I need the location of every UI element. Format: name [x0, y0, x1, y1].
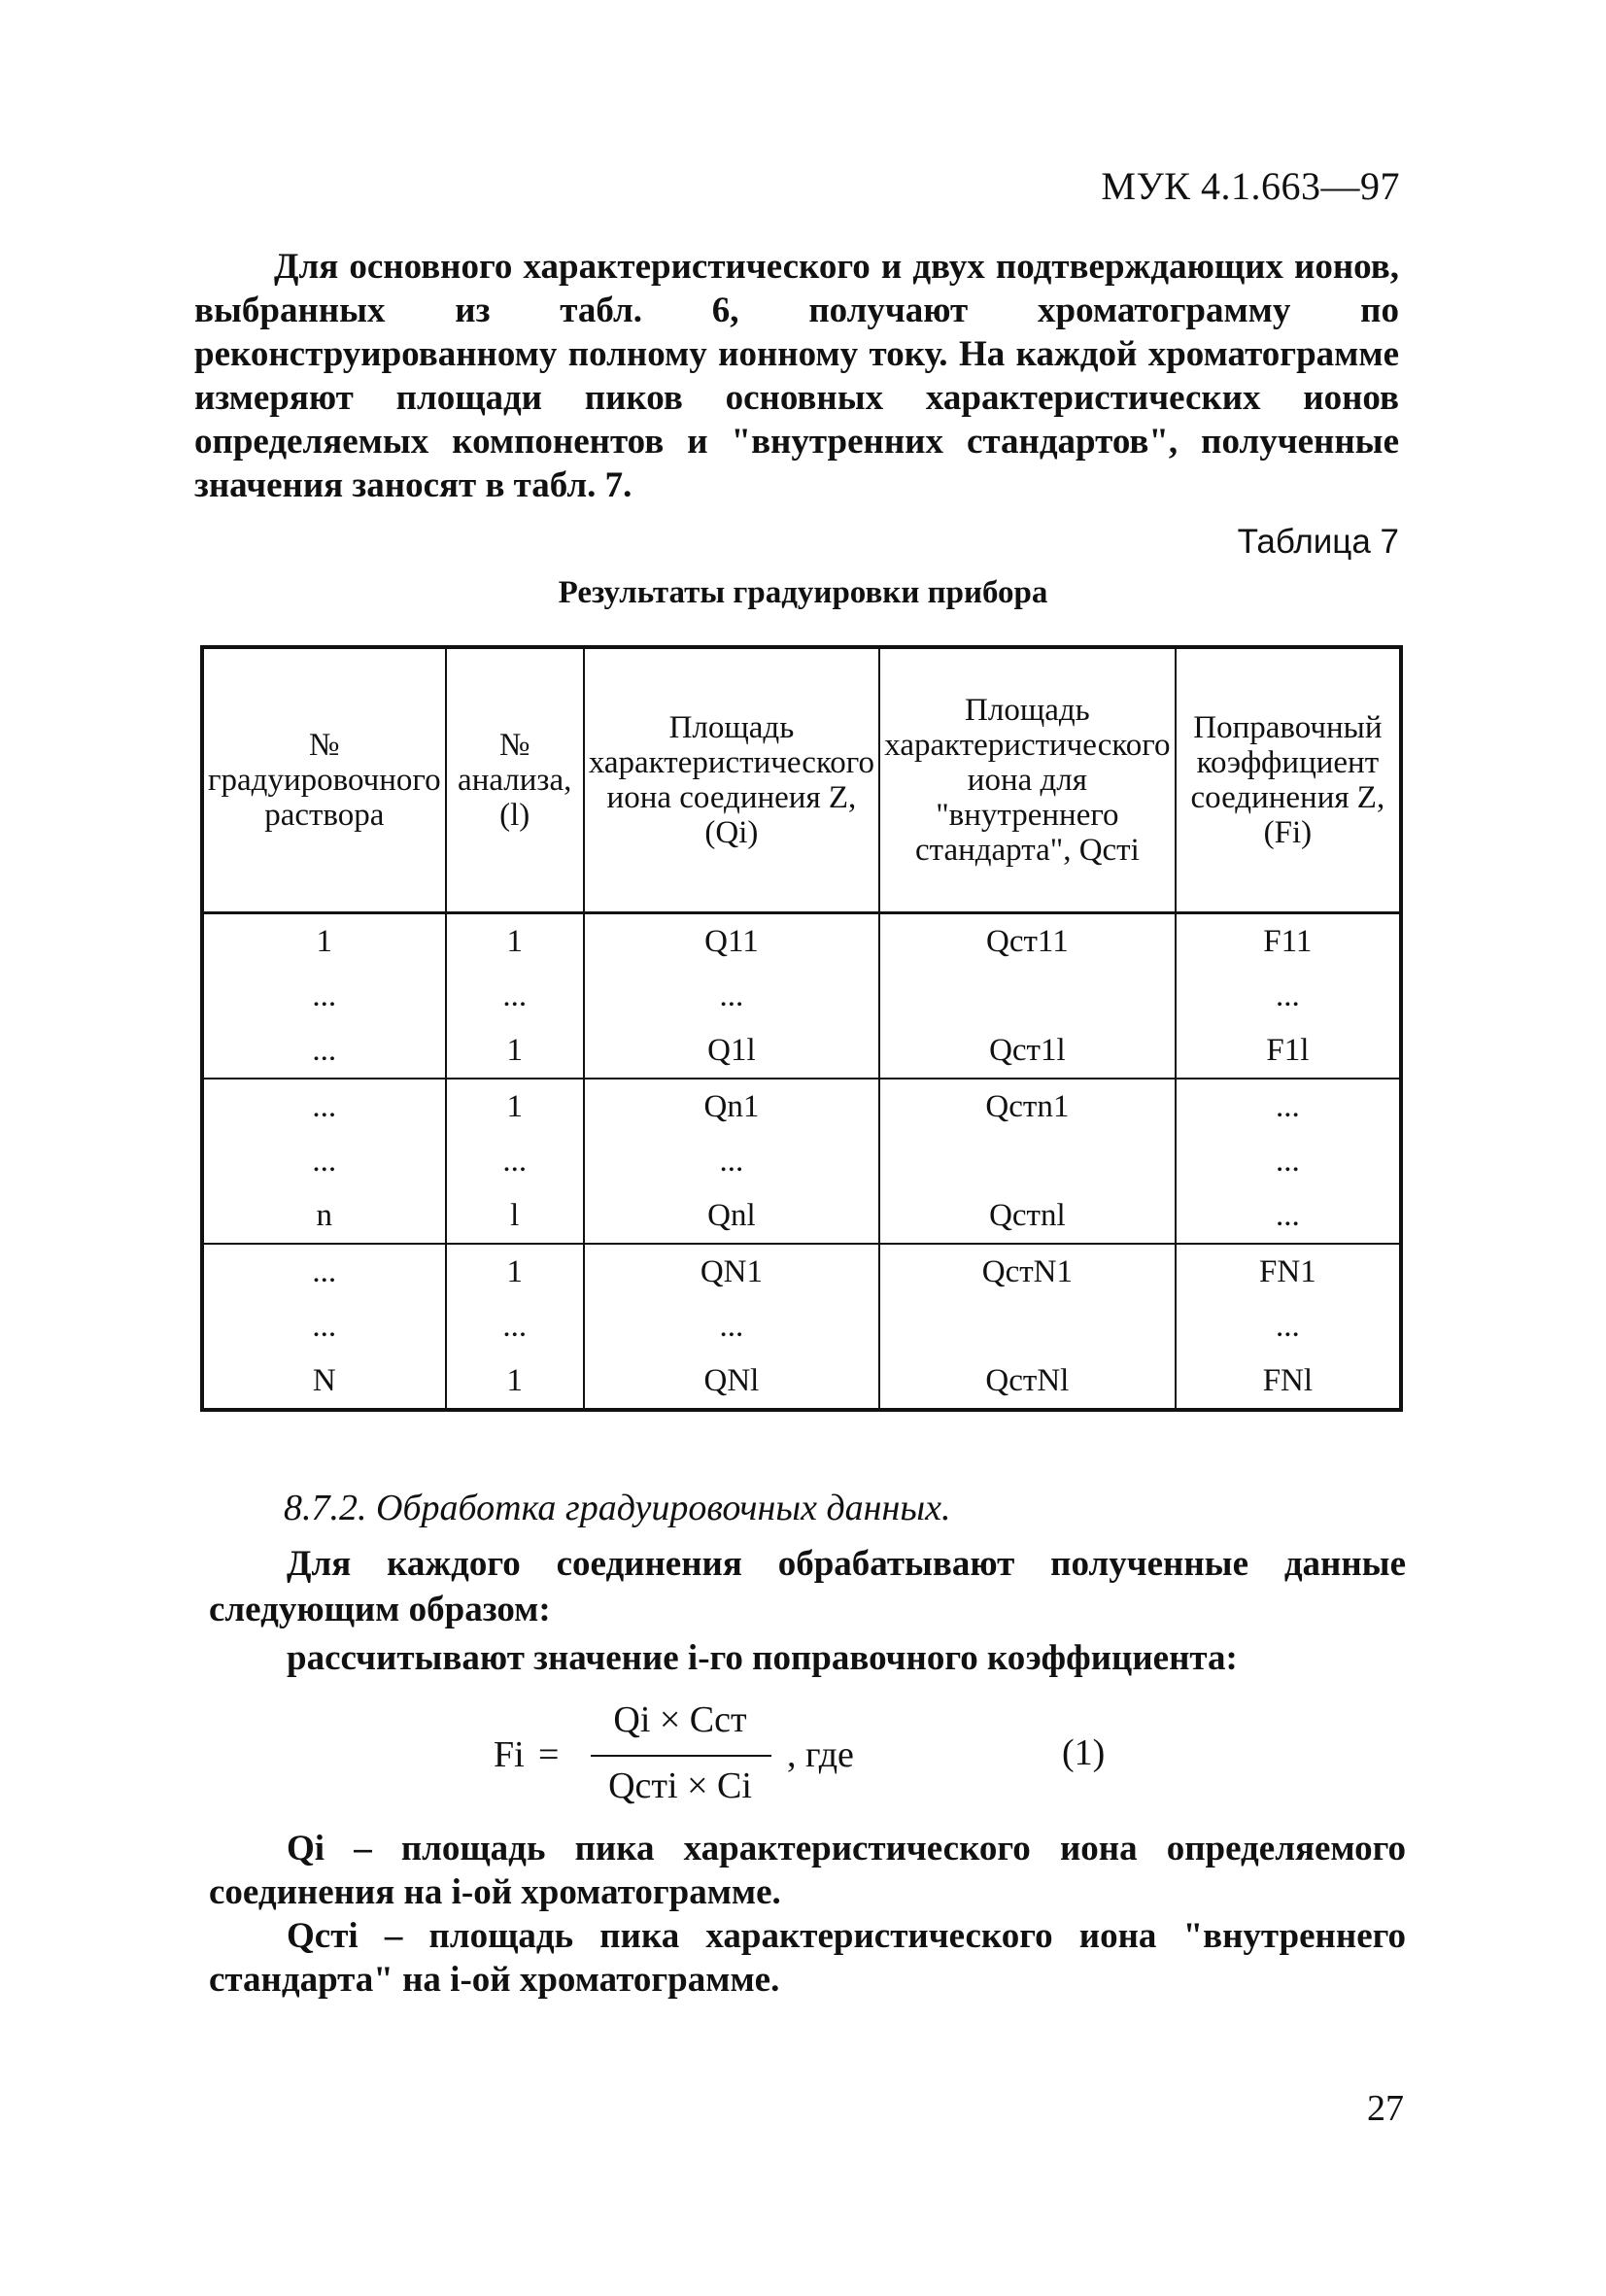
table-cell: N — [202, 1354, 446, 1410]
definitions — [209, 1827, 1406, 2002]
table-row — [202, 1188, 1401, 1244]
table-cell — [879, 1134, 1176, 1188]
table-cell — [879, 1299, 1176, 1354]
table-cell: ... — [584, 1299, 879, 1354]
section-heading: 8.7.2. Обработка градуировочных данных. — [284, 1488, 951, 1528]
table-row — [202, 913, 1401, 970]
table-row — [202, 1299, 1401, 1354]
table-cell: Qст11 — [879, 913, 1176, 970]
equation-number: (1) — [1062, 1732, 1106, 1773]
intro-paragraph: Для основного характеристического и двух подтверждающих ионов, выбранных из табл. 6, получают хроматограмму по реконструированному полному ионному току. На каждой хроматограмме измеряют площади пиков основных характеристических ионов определяемых компонентов и "внутренних стандартов", полученные значения заносят в табл. 7. — [194, 247, 1399, 505]
table-row — [202, 969, 1401, 1023]
table-row — [202, 1134, 1401, 1188]
table-cell: ... — [1176, 1134, 1401, 1188]
table-cell: ... — [446, 1134, 584, 1188]
table-cell: 1 — [446, 913, 584, 970]
correction-factor-formula — [494, 1698, 1174, 1825]
formula-numerator: Qi × Cст — [613, 1699, 747, 1740]
header-standard-ion-area: Площадь характеристического иона для "внутреннего стандарта", Qстi — [879, 647, 1176, 913]
header-analysis-number: № анализа, (l) — [446, 647, 584, 913]
table-cell: ... — [202, 969, 446, 1023]
definition-qi: Qi – площадь пика характеристического иона определяемого соединения на i-ой хроматограмме. — [209, 1829, 1406, 1912]
table-cell: ... — [584, 1134, 879, 1188]
table-cell: ... — [202, 1079, 446, 1134]
header-compound-ion-area: Площадь характеристического иона соединеия Z, (Qi) — [584, 647, 879, 913]
table-cell: Q1l — [584, 1023, 879, 1079]
header-solution-number: № градуировочного раствора — [202, 647, 446, 913]
section-paragraph: Для каждого соединения обрабатывают полученные данные следующим образом: — [209, 1544, 1406, 1629]
table-cell: 1 — [446, 1079, 584, 1134]
table-row — [202, 1244, 1401, 1299]
table-cell: 1 — [202, 913, 446, 970]
table-number-label: Таблица 7 — [1237, 523, 1399, 561]
formula-where: , где — [787, 1734, 854, 1775]
table-cell: FNl — [1176, 1354, 1401, 1410]
table-cell: QN1 — [584, 1244, 879, 1299]
table-title: Результаты градуировки прибора — [558, 575, 1048, 610]
table-cell: F1l — [1176, 1023, 1401, 1079]
fraction-bar — [591, 1755, 771, 1757]
definition-qsti: Qстi – площадь пика характеристического иона "внутреннего стандарта" на i-ой хроматограмме. — [209, 1916, 1406, 2000]
table-cell: QстNl — [879, 1354, 1176, 1410]
table-cell: ... — [202, 1299, 446, 1354]
table-cell: ... — [1176, 1079, 1401, 1134]
table-cell: 1 — [446, 1354, 584, 1410]
table-cell: ... — [1176, 1299, 1401, 1354]
table-cell: ... — [1176, 1188, 1401, 1244]
table-cell: F11 — [1176, 913, 1401, 970]
table-cell — [879, 969, 1176, 1023]
formula-lhs: Fi — [494, 1734, 525, 1775]
calibration-results-table — [200, 645, 1403, 1412]
table-cell: ... — [202, 1244, 446, 1299]
table-cell: Qстn1 — [879, 1079, 1176, 1134]
table-row — [202, 1354, 1401, 1410]
table-cell: Qn1 — [584, 1079, 879, 1134]
table-cell: Qст1l — [879, 1023, 1176, 1079]
table-cell: QстN1 — [879, 1244, 1176, 1299]
table-cell: FN1 — [1176, 1244, 1401, 1299]
page-number: 27 — [1367, 2088, 1404, 2129]
table-cell: ... — [446, 969, 584, 1023]
table-cell: QNl — [584, 1354, 879, 1410]
table-cell: ... — [446, 1299, 584, 1354]
table-cell: Qстnl — [879, 1188, 1176, 1244]
table-cell: Q11 — [584, 913, 879, 970]
formula-equals: = — [538, 1734, 560, 1775]
table-cell: ... — [202, 1134, 446, 1188]
table-cell: Qnl — [584, 1188, 879, 1244]
calc-instruction: рассчитывают значение i-го поправочного коэффициента: — [287, 1638, 1238, 1678]
table-cell: 1 — [446, 1244, 584, 1299]
table-header-row — [202, 647, 1401, 913]
table-cell: l — [446, 1188, 584, 1244]
table-cell: ... — [584, 969, 879, 1023]
table-row — [202, 1023, 1401, 1079]
table-cell: 1 — [446, 1023, 584, 1079]
document-code: МУК 4.1.663—97 — [1101, 164, 1400, 208]
table-row — [202, 1079, 1401, 1134]
header-correction-factor: Поправочный коэффициент соединения Z, (Fi) — [1176, 647, 1401, 913]
table-cell: ... — [1176, 969, 1401, 1023]
formula-denominator: Qстi × Ci — [608, 1765, 752, 1806]
table-cell: ... — [202, 1023, 446, 1079]
table-cell: n — [202, 1188, 446, 1244]
